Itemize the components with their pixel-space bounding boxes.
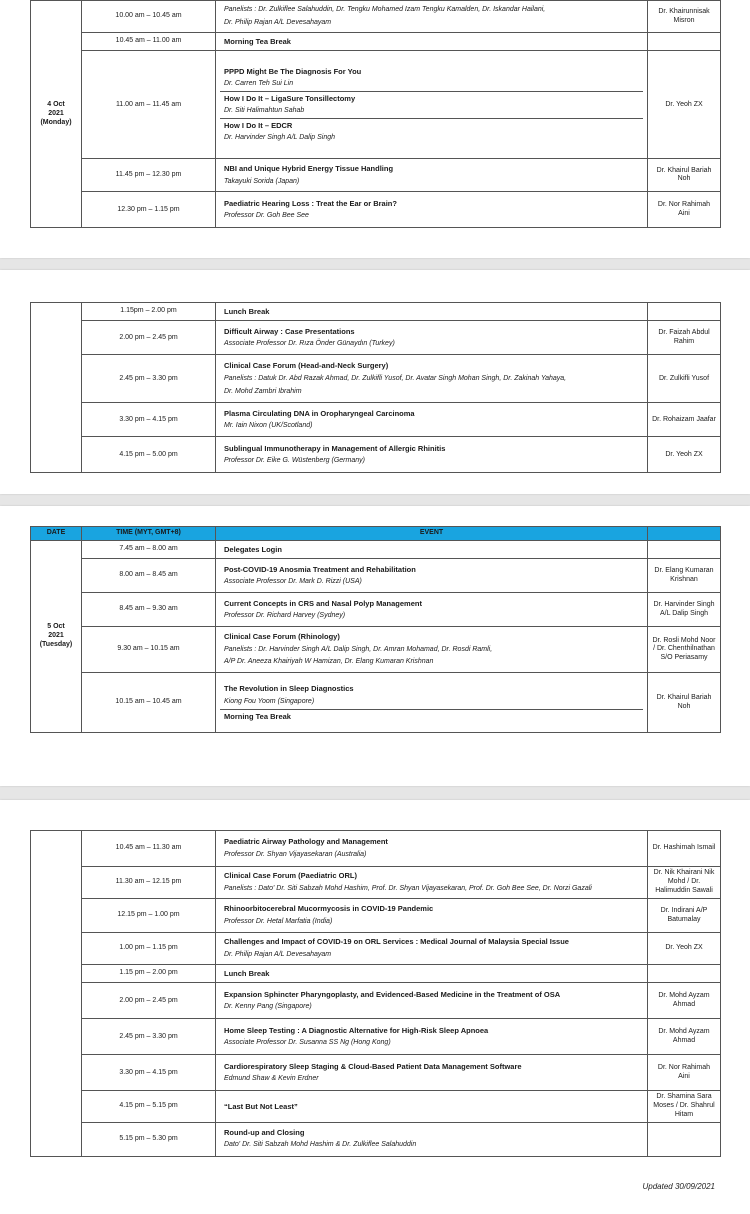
session-title: Challenges and Impact of COVID-19 on ORL Services : Medical Journal of Malaysia Special Issue: [224, 937, 569, 947]
time-cell: 11.00 am – 11.45 am: [82, 51, 216, 159]
speaker-name: Professor Dr. Richard Harvey (Sydney): [224, 611, 346, 619]
table-row: [31, 159, 721, 192]
chairperson-cell: [648, 540, 721, 558]
header-time: TIME (MYT, GMT+8): [82, 527, 216, 541]
speaker-name: Professor Dr. Goh Bee See: [224, 212, 309, 220]
speaker-name: Dr. Harvinder Singh A/L Dalip Singh: [224, 134, 336, 142]
session-title: Paediatric Airway Pathology and Management: [224, 837, 388, 847]
chairperson-cell: Dr. Shamina Sara Moses / Dr. Shahrul Hitam: [648, 1091, 721, 1122]
event-cell: [216, 192, 648, 228]
table-row: [31, 1122, 721, 1156]
table-row: [31, 540, 721, 558]
time-cell: 1.15pm – 2.00 pm: [82, 303, 216, 321]
chairperson-cell: Dr. Khairul Bariah Noh: [648, 673, 721, 733]
table-row: [31, 33, 721, 51]
page-3: [0, 506, 750, 786]
date-line: 2021: [48, 109, 64, 117]
event-cell: [216, 33, 648, 51]
session-title: Plasma Circulating DNA in Oropharyngeal Carcinoma: [224, 408, 415, 418]
speaker-name: Associate Professor Dr. Mark D. Rizzi (USA): [224, 577, 362, 585]
event-cell: [216, 403, 648, 437]
chairperson-cell: Dr. Rohaizam Jaafar: [648, 403, 721, 437]
event-cell: [216, 627, 648, 673]
event-cell: [216, 983, 648, 1019]
event-cell: [216, 867, 648, 899]
updated-note: Updated 30/09/2021: [642, 1182, 715, 1191]
time-cell: 3.30 pm – 4.15 pm: [82, 1055, 216, 1091]
time-cell: 10.45 am – 11.00 am: [82, 33, 216, 51]
session-title: Expansion Sphincter Pharyngoplasty, and Evidenced-Based Medicine in the Treatment of OSA: [224, 989, 561, 999]
table-row: [31, 965, 721, 983]
chairperson-cell: Dr. Nor Rahimah Aini: [648, 192, 721, 228]
schedule-table: [30, 830, 721, 1157]
session-title: Current Concepts in CRS and Nasal Polyp Management: [224, 598, 422, 608]
chairperson-cell: Dr. Yeoh ZX: [648, 437, 721, 473]
session-title: “Last But Not Least”: [224, 1101, 298, 1111]
session-title: Home Sleep Testing : A Diagnostic Alternative for High-Risk Sleep Apnoea: [224, 1025, 489, 1035]
speaker-name: Edmund Shaw & Kevin Erdner: [224, 1075, 319, 1083]
session-title: Sublingual Immunotherapy in Management of Allergic Rhinitis: [224, 443, 446, 453]
speaker-name: Dr. Philip Rajan A/L Devesahayam: [224, 18, 332, 26]
chairperson-cell: Dr. Mohd Ayzam Ahmad: [648, 983, 721, 1019]
table-row: [31, 559, 721, 593]
chairperson-cell: [648, 33, 721, 51]
time-cell: 10.15 am – 10.45 am: [82, 673, 216, 733]
time-cell: 3.30 pm – 4.15 pm: [82, 403, 216, 437]
session-title: Post-COVID-19 Anosmia Treatment and Rehabilitation: [224, 564, 416, 574]
speaker-name: Panelists : Datuk Dr. Abd Razak Ahmad, Dr. Zulkifli Yusof, Dr. Avatar Singh Mohan Singh, Dr. Zakinah Yahaya,: [224, 374, 567, 382]
session-title: Clinical Case Forum (Rhinology): [224, 632, 340, 642]
chairperson-cell: Dr. Faizah Abdul Rahim: [648, 321, 721, 355]
event-cell: [216, 673, 648, 733]
time-cell: 11.45 pm – 12.30 pm: [82, 159, 216, 192]
event-cell: [216, 1, 648, 33]
chairperson-cell: Dr. Mohd Ayzam Ahmad: [648, 1019, 721, 1055]
session-title: Morning Tea Break: [224, 37, 291, 46]
speaker-name: Dr. Siti Halimahtun Sahab: [224, 107, 305, 115]
table-row: [31, 673, 721, 733]
time-cell: 5.15 pm – 5.30 pm: [82, 1122, 216, 1156]
speaker-name: Dr. Philip Rajan A/L Devesahayam: [224, 950, 332, 958]
table-row: [31, 867, 721, 899]
table-row: [31, 983, 721, 1019]
page-4: [0, 800, 750, 1214]
time-cell: 2.45 pm – 3.30 pm: [82, 1019, 216, 1055]
page-2: [0, 270, 750, 494]
speaker-name: Dr. Mohd Zambri Ibrahim: [224, 387, 302, 395]
time-cell: 11.30 am – 12.15 pm: [82, 867, 216, 899]
time-cell: 2.45 pm – 3.30 pm: [82, 355, 216, 403]
event-cell: [216, 1091, 648, 1122]
date-line: 2021: [48, 632, 64, 640]
speaker-name: A/P Dr. Aneeza Khairiyah W Hamizan, Dr. Elang Kumaran Krishnan: [224, 658, 434, 666]
date-cell: [31, 831, 82, 1157]
speaker-name: Mr. Iain Nixon (UK/Scotland): [224, 422, 313, 430]
page-1: [0, 0, 750, 258]
chairperson-cell: Dr. Khairunnisak Misron: [648, 1, 721, 33]
speaker-name: Professor Dr. Eike G. Wüstenberg (Germany): [224, 457, 365, 465]
speaker-name: Panelists : Dr. Zulkiflee Salahuddin, Dr. Tengku Mohamed Izam Tengku Kamalden, Dr. Iskandar Hailani,: [224, 5, 546, 13]
chairperson-cell: Dr. Yeoh ZX: [648, 51, 721, 159]
time-cell: 12.15 pm – 1.00 pm: [82, 899, 216, 933]
event-cell: [216, 355, 648, 403]
schedule-table: [30, 526, 721, 733]
chairperson-cell: Dr. Nik Khairani Nik Mohd / Dr. Halimuddin Sawali: [648, 867, 721, 899]
event-cell: [216, 540, 648, 558]
session-title: Rhinoorbitocerebral Mucormycosis in COVID-19 Pandemic: [224, 904, 434, 914]
table-row: [31, 192, 721, 228]
date-line: (Monday): [40, 118, 72, 126]
speaker-name: Professor Dr. Shyan Vijayasekaran (Australia): [224, 850, 367, 858]
session-title: Clinical Case Forum (Head-and-Neck Surgery): [224, 361, 389, 371]
schedule-table: [30, 0, 721, 228]
date-line: (Tuesday): [39, 640, 73, 648]
session-title: The Revolution in Sleep Diagnostics: [224, 684, 354, 694]
speaker-name: Panelists : Dato' Dr. Siti Sabzah Mohd Hashim, Prof. Dr. Shyan Vijayasekaran, Prof. Dr. Goh Bee See, Dr. Norzi Gazali: [224, 884, 592, 892]
time-cell: 7.45 am – 8.00 am: [82, 540, 216, 558]
session-title: Lunch Break: [224, 307, 270, 316]
session-title: How I Do It – LigaSure Tonsillectomy: [220, 91, 643, 105]
session-title: Paediatric Hearing Loss : Treat the Ear or Brain?: [224, 198, 397, 208]
chairperson-cell: Dr. Nor Rahimah Aini: [648, 1055, 721, 1091]
date-cell: [31, 303, 82, 473]
table-row: [31, 831, 721, 867]
time-cell: 10.00 am – 10.45 am: [82, 1, 216, 33]
event-cell: [216, 593, 648, 627]
chairperson-cell: [648, 1122, 721, 1156]
session-title: Round-up and Closing: [224, 1128, 305, 1138]
date-line: 4 Oct: [47, 101, 65, 109]
session-title: NBI and Unique Hybrid Energy Tissue Handling: [224, 164, 394, 174]
session-title: Cardiorespiratory Sleep Staging & Cloud-Based Patient Data Management Software: [224, 1061, 522, 1071]
event-cell: [216, 933, 648, 965]
speaker-name: Professor Dr. Hetal Marfatia (India): [224, 917, 333, 925]
time-cell: 4.15 pm – 5.00 pm: [82, 437, 216, 473]
chairperson-cell: Dr. Elang Kumaran Krishnan: [648, 559, 721, 593]
table-row: [31, 1, 721, 33]
table-row: [31, 403, 721, 437]
session-title: Morning Tea Break: [220, 709, 643, 723]
session-title: Clinical Case Forum (Paediatric ORL): [224, 871, 357, 881]
session-title: PPPD Might Be The Diagnosis For You: [224, 66, 362, 76]
table-row: [31, 437, 721, 473]
chairperson-cell: Dr. Zulkifli Yusof: [648, 355, 721, 403]
session-title: Difficult Airway : Case Presentations: [224, 326, 355, 336]
session-title: How I Do It – EDCR: [220, 118, 643, 132]
chairperson-cell: Dr. Rosli Mohd Noor / Dr. Chenthilnathan S/O Periasamy: [648, 627, 721, 673]
time-cell: 8.45 am – 9.30 am: [82, 593, 216, 627]
chairperson-cell: [648, 303, 721, 321]
time-cell: 10.45 am – 11.30 am: [82, 831, 216, 867]
header-event: EVENT: [216, 527, 648, 541]
table-row: [31, 933, 721, 965]
time-cell: 9.30 am – 10.15 am: [82, 627, 216, 673]
session-title: Delegates Login: [224, 544, 282, 554]
speaker-name: Kiong Fou Yoom (Singapore): [224, 697, 315, 705]
event-cell: [216, 1019, 648, 1055]
chairperson-cell: Dr. Khairul Bariah Noh: [648, 159, 721, 192]
chairperson-cell: Dr. Hashimah Ismail: [648, 831, 721, 867]
event-cell: [216, 965, 648, 983]
header-date: DATE: [31, 527, 82, 541]
event-cell: [216, 1055, 648, 1091]
table-row: [31, 593, 721, 627]
chairperson-cell: Dr. Indirani A/P Batumalay: [648, 899, 721, 933]
speaker-name: Associate Professor Dr. Rıza Önder Günaydın (Turkey): [224, 340, 395, 348]
header-chair: [648, 527, 721, 541]
speaker-name: Takayuki Sorida (Japan): [224, 177, 300, 185]
time-cell: 8.00 am – 8.45 am: [82, 559, 216, 593]
table-row: [31, 1091, 721, 1122]
table-row: [31, 303, 721, 321]
chairperson-cell: [648, 965, 721, 983]
event-cell: [216, 437, 648, 473]
date-cell: [31, 1, 82, 228]
table-row: [31, 899, 721, 933]
time-cell: 2.00 pm – 2.45 pm: [82, 321, 216, 355]
chairperson-cell: Dr. Yeoh ZX: [648, 933, 721, 965]
speaker-name: Dr. Kenny Pang (Singapore): [224, 1003, 312, 1011]
event-cell: [216, 831, 648, 867]
table-row: [31, 321, 721, 355]
time-cell: 1.15 pm – 2.00 pm: [82, 965, 216, 983]
event-cell: [216, 559, 648, 593]
event-cell: [216, 159, 648, 192]
time-cell: 4.15 pm – 5.15 pm: [82, 1091, 216, 1122]
time-cell: 12.30 pm – 1.15 pm: [82, 192, 216, 228]
speaker-name: Panelists : Dr. Harvinder Singh A/L Dalip Singh, Dr. Amran Mohamad, Dr. Rosdi Ramli,: [224, 645, 493, 653]
time-cell: 1.00 pm – 1.15 pm: [82, 933, 216, 965]
table-row: [31, 627, 721, 673]
time-cell: 2.00 pm – 2.45 pm: [82, 983, 216, 1019]
session-title: Lunch Break: [224, 969, 270, 978]
event-cell: [216, 899, 648, 933]
table-row: [31, 355, 721, 403]
chairperson-cell: Dr. Harvinder Singh A/L Dalip Singh: [648, 593, 721, 627]
speaker-name: Associate Professor Dr. Susanna SS Ng (Hong Kong): [224, 1039, 391, 1047]
date-line: 5 Oct: [47, 623, 65, 631]
schedule-table: [30, 302, 721, 473]
table-row: [31, 51, 721, 159]
table-row: [31, 1019, 721, 1055]
event-cell: [216, 321, 648, 355]
table-header-row: [31, 527, 721, 541]
speaker-name: Dato' Dr. Siti Sabzah Mohd Hashim & Dr. Zulkiflee Salahuddin: [224, 1141, 417, 1149]
speaker-name: Dr. Carren Teh Sui Lin: [224, 80, 294, 88]
event-cell: [216, 51, 648, 159]
date-cell: [31, 540, 82, 732]
table-row: [31, 1055, 721, 1091]
event-cell: [216, 303, 648, 321]
event-cell: [216, 1122, 648, 1156]
